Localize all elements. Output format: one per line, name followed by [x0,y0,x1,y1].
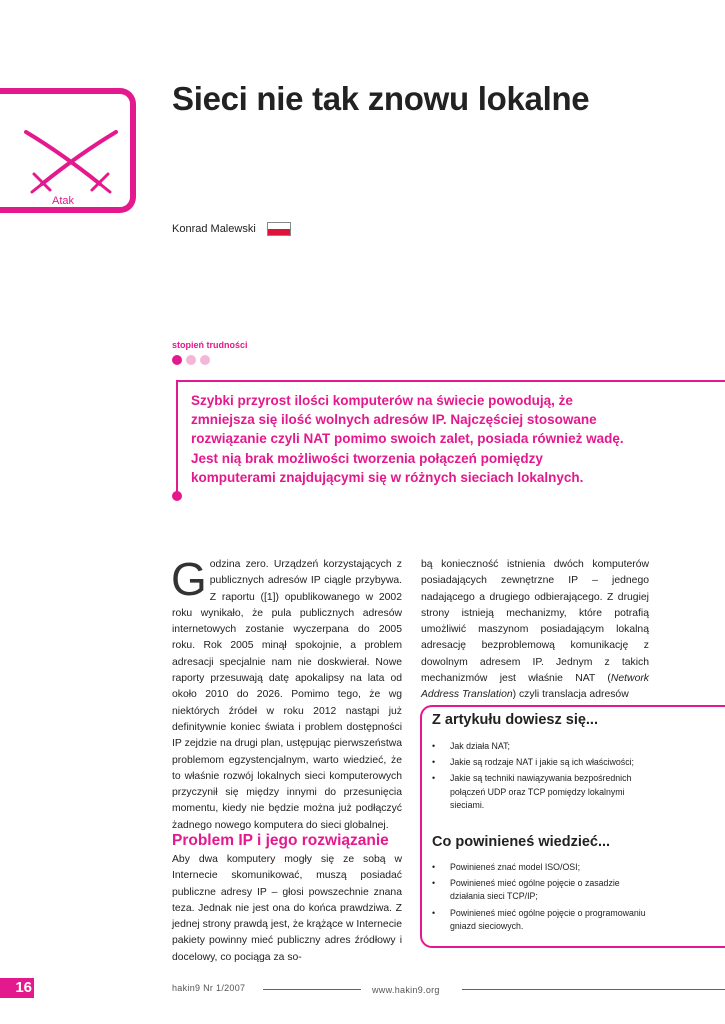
lead-paragraph: Szybki przyrost ilości komputerów na świecie powodują, że zmniejsza się ilość wolnych adresów IP. Najczęściej stosowane rozwiązanie czyli NAT pomimo swoich zalet, posiada również wadę. Jest nią brak możliwości tworzenia połączeń pomiędzy komputerami znajdującymi się w różnych sieciach lokalnych. [191,393,624,485]
poland-flag-icon [267,222,291,236]
article-title: Sieci nie tak znowu lokalne [172,80,590,117]
issue-label: hakin9 Nr 1/2007 [172,983,246,993]
prereq-list [432,861,652,936]
difficulty-dot-empty [200,355,210,365]
problem-text-part2: bą konieczność istnienia dwóch komputerów posiadających zewnętrzne IP – jednego nadającego a drugiego odbierającego. Z drugiej strony istnieją mechanizmy, które potrafią umożliwić maszynom posiadającym lokalną adresację bezproblemową komunikację z dowolnym adresem IP. Jednym z takich mechanizmów jest właśnie NAT ( [421,559,649,685]
intro-text: odzina zero. Urządzeń korzystających z publicznych adresów IP ciągle przybywa. Z raportu ([1]) opublikowanego w 2002 roku wynikało, że pula publicznych adresów internetowych zostanie wyczerpana do 2005 roku. Rok 2005 minął spokojnie, a problem adresacji specjalnie nam nie doskwierał. Nowe raporty przesuwają datę apokalipsy na lata od około 2010 do 2026. Pomimo tego, że wg niektórych źródeł w roku 2012 nastąpi już definitywnie koniec świata i problem dostępności IP zejdzie na drugi plan, ustępując pierwszeństwa problemom egzystencjalnym, warto wiedzieć, że to właśnie rozwój lokalnych sieci komputerowych przyczynił się między innymi do przesunięcia momentu, kiedy nie będzie można już podłączyć żadnego nowego komputera do sieci globalnej. [172,559,402,831]
section-label: Atak [52,195,75,207]
author-name: Konrad Malewski [172,223,256,235]
list-item: • Powinieneś mieć ogólne pojęcie o programowaniu gniazd sieciowych. [432,907,652,933]
footer-url[interactable]: www.hakin9.org [372,985,440,995]
difficulty-dot-empty [186,355,196,365]
nat-expansion: Network Address Translation [421,673,649,701]
list-item: • Jakie są techniki nawiązywania bezpośrednich połączeń UDP oraz TCP pomiędzy lokalnymi sieciami. [432,772,652,812]
box-heading-learn: Z artykułu dowiesz się... [432,712,598,728]
list-item: • Jakie są rodzaje NAT i jakie są ich właściwości; [432,756,652,769]
problem-text-part1: Aby dwa komputery mogły się ze sobą w Internecie skomunikować, muszą posiadać publiczne adresy IP – głosi powszechnie znana teza. Jednak nie jest ona do końca prawdziwa. Z jednej strony prawdą jest, że krążące w Internecie pakiety powinny mieć publiczny adres źródłowy i docelowy, co pociąga za so- [172,854,402,963]
box-heading-prereq: Co powinieneś wiedzieć... [432,834,611,850]
section-heading: Problem IP i jego rozwiązanie [172,832,389,849]
body-paragraph-continued [421,557,649,704]
list-item: • Powinieneś znać model ISO/OSI; [432,861,652,874]
footer-rule [462,989,725,990]
lead-border-top [176,380,725,382]
body-paragraph-intro [171,553,402,834]
body-paragraph-problem [172,852,402,966]
page-number: 16 [0,978,34,998]
list-item: • Powinieneś mieć ogólne pojęcie o zasadzie działania sieci TCP/IP; [432,877,652,903]
learn-list [432,740,652,815]
lead-end-dot [172,491,182,501]
difficulty-dot-filled [172,355,182,365]
drop-cap: G [171,553,207,605]
crossed-swords-icon [16,128,126,196]
lead-border-left [176,380,178,494]
difficulty-label: stopień trudności [172,340,248,350]
footer-rule [263,989,361,990]
problem-text-tail: ) czyli translacja adresów [512,689,629,701]
list-item: • Jak działa NAT; [432,740,652,753]
